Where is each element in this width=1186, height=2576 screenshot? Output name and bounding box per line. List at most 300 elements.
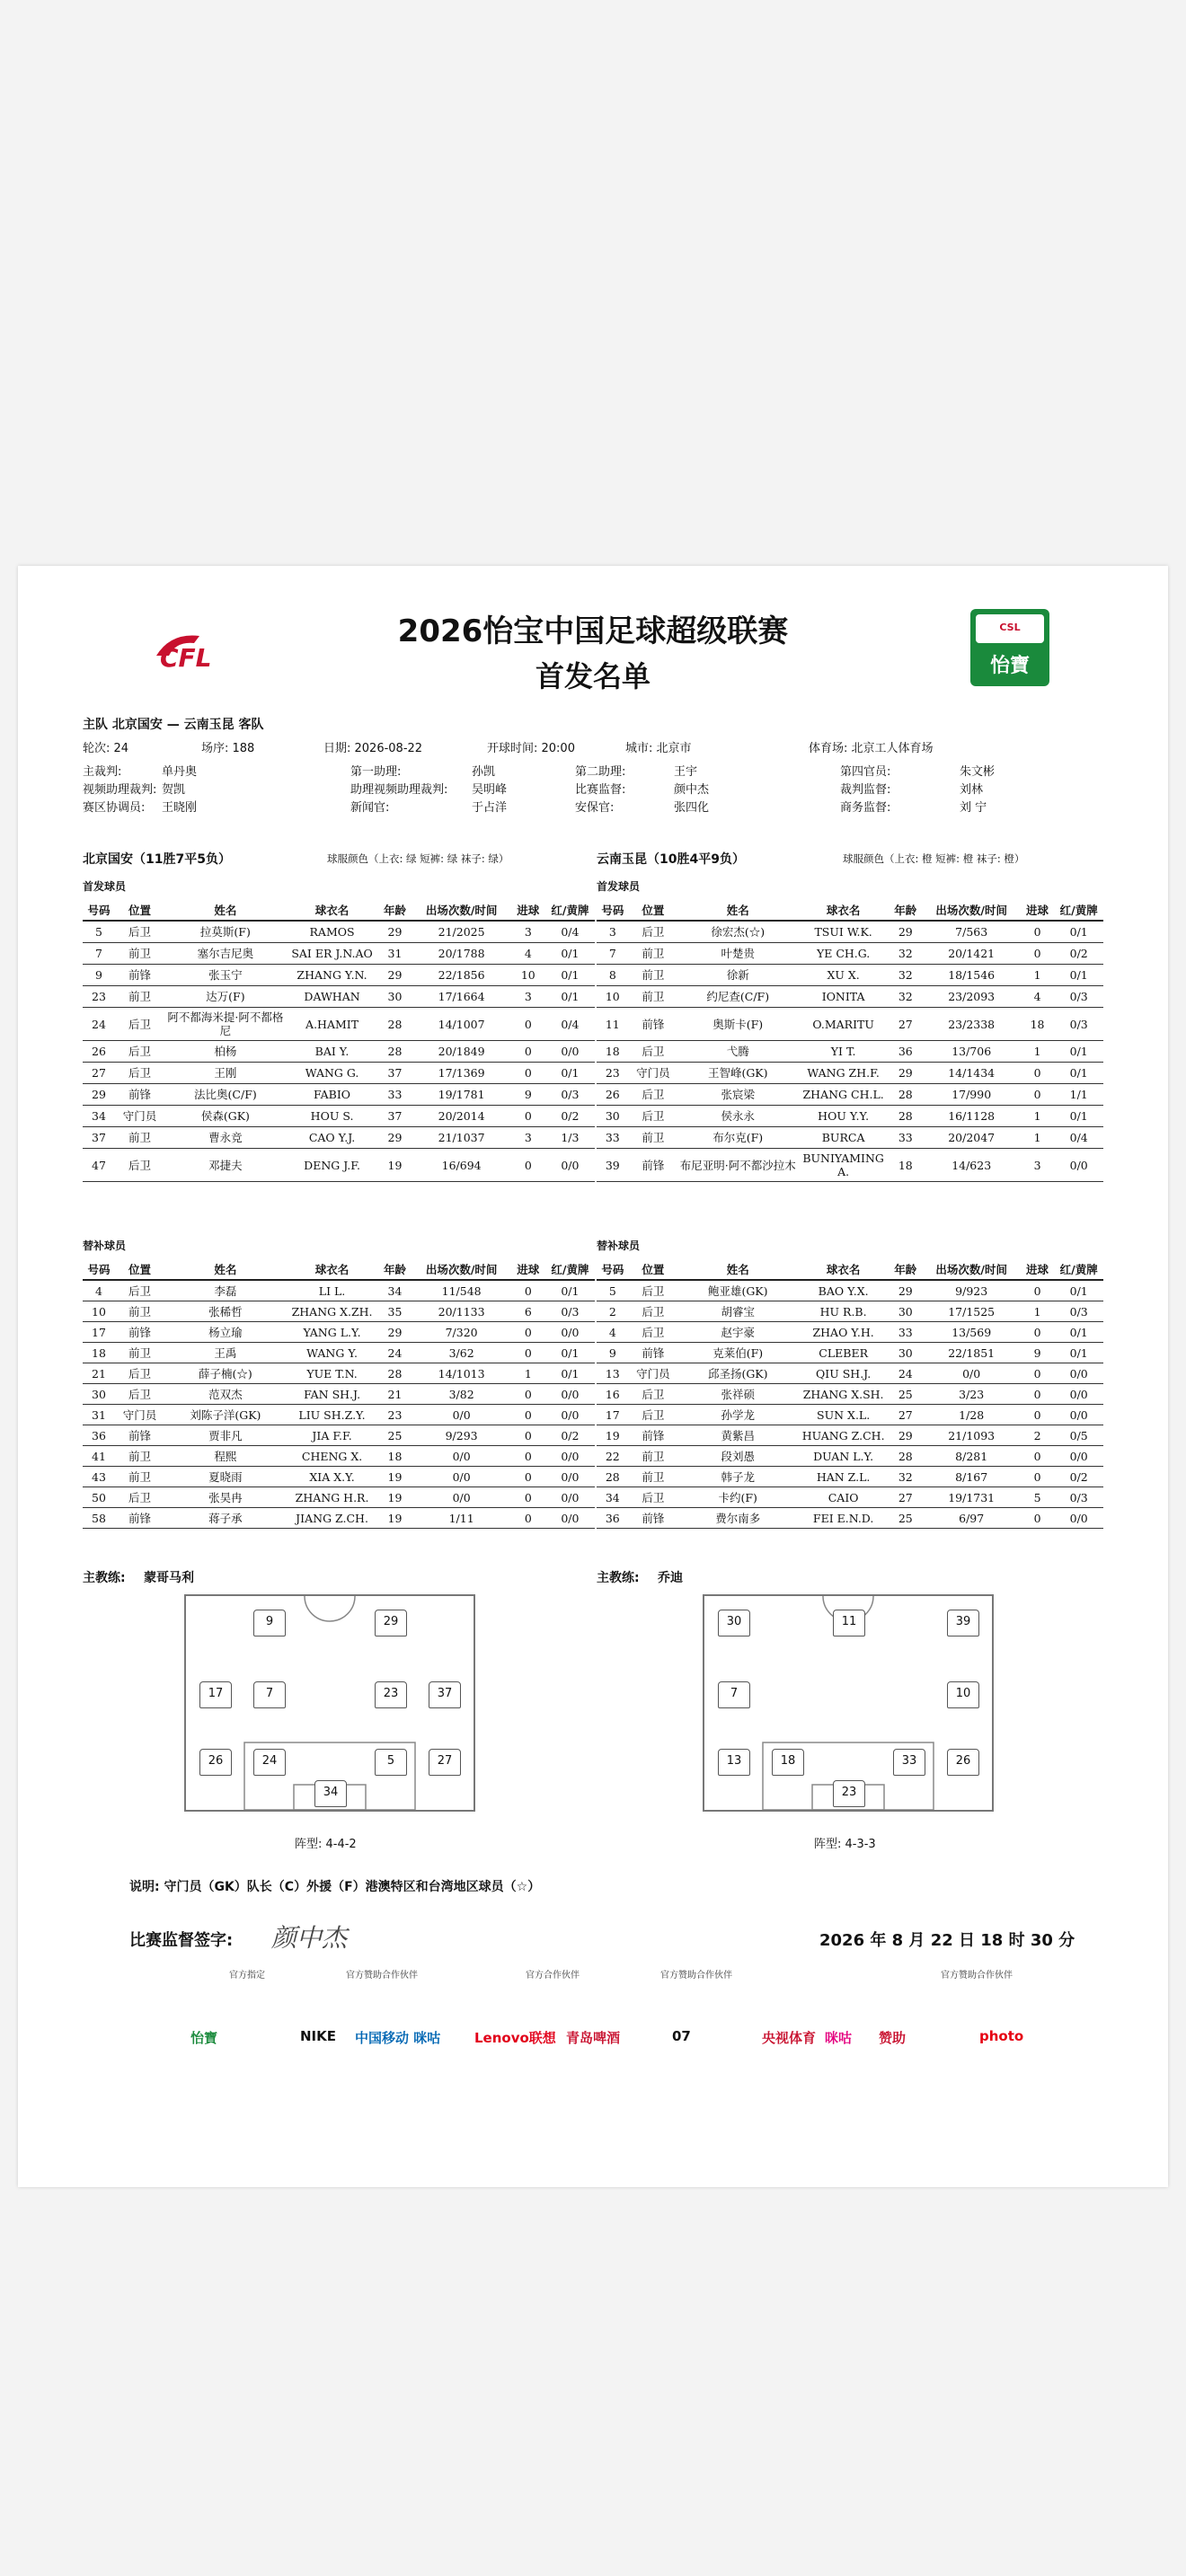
table-cell: 0/1	[545, 1063, 595, 1084]
table-cell: IONITA	[798, 986, 889, 1008]
table-cell: 0/5	[1054, 1425, 1103, 1446]
home-formation-pitch	[184, 1594, 475, 1812]
column-header: 球衣名	[287, 900, 378, 921]
table-cell: 0/3	[1054, 1301, 1103, 1322]
table-cell: 守门员	[115, 1106, 164, 1127]
table-row	[83, 1008, 595, 1041]
table-cell: ZHANG H.R.	[287, 1487, 378, 1508]
table-cell: 31	[377, 943, 412, 965]
table-cell: 孙学龙	[677, 1405, 798, 1425]
match-teams: 主队 北京国安 — 云南玉昆 客队	[83, 718, 264, 732]
sponsor-tag: 官方合作伙伴	[526, 1971, 580, 1981]
column-header: 年龄	[889, 900, 923, 921]
table-row	[597, 1041, 1103, 1063]
table-cell: 布尔克(F)	[677, 1127, 798, 1149]
table-cell: 17/1664	[412, 986, 511, 1008]
column-header: 姓名	[164, 900, 287, 921]
table-cell: 1	[1021, 1041, 1055, 1063]
table-cell: TSUI W.K.	[798, 921, 889, 943]
table-row	[597, 1384, 1103, 1405]
table-cell: WANG ZH.F.	[798, 1063, 889, 1084]
table-cell: 20/1849	[412, 1041, 511, 1063]
table-row	[83, 1063, 595, 1084]
table-cell: BURCA	[798, 1127, 889, 1149]
table-cell: 程熙	[164, 1446, 287, 1467]
home-subs-table	[83, 1259, 595, 1529]
table-row	[597, 1149, 1103, 1182]
table-row	[83, 1280, 595, 1301]
table-cell: 0	[1021, 1446, 1055, 1467]
table-cell: 0	[1021, 1467, 1055, 1487]
table-row	[597, 1127, 1103, 1149]
table-cell: 0/0	[1054, 1508, 1103, 1529]
table-cell: 1	[1021, 965, 1055, 986]
column-header: 球衣名	[798, 1259, 889, 1280]
lineup-sheet	[18, 566, 1168, 2187]
official-name: 王宇	[674, 765, 698, 779]
table-cell: 6/97	[923, 1508, 1021, 1529]
table-cell: 37	[377, 1063, 412, 1084]
table-cell: 0/0	[545, 1487, 595, 1508]
table-cell: 23/2093	[923, 986, 1021, 1008]
table-cell: 31	[83, 1405, 115, 1425]
table-cell: 鲍亚雄(GK)	[677, 1280, 798, 1301]
table-cell: 26	[597, 1084, 629, 1106]
table-cell: 0/0	[545, 1149, 595, 1182]
home-formation-label: 阵型: 4-4-2	[295, 1838, 357, 1851]
table-cell: 张宸梁	[677, 1084, 798, 1106]
table-cell: 17/1369	[412, 1063, 511, 1084]
table-row	[597, 1301, 1103, 1322]
player-shirt-icon: 5	[375, 1749, 407, 1776]
table-row	[597, 943, 1103, 965]
table-cell: 2	[597, 1301, 629, 1322]
table-cell: 后卫	[115, 1363, 164, 1384]
table-cell: 1	[1021, 1127, 1055, 1149]
table-cell: 0/0	[1054, 1405, 1103, 1425]
table-row	[597, 1425, 1103, 1446]
table-cell: 3/62	[412, 1343, 511, 1363]
page-title: 2026怡宝中国足球超级联赛	[397, 613, 789, 649]
table-cell: 前锋	[115, 1508, 164, 1529]
table-cell: 0/0	[412, 1446, 511, 1467]
column-header: 位置	[115, 900, 164, 921]
table-cell: 0/3	[1054, 986, 1103, 1008]
table-cell: LI L.	[287, 1280, 378, 1301]
table-cell: 3/23	[923, 1384, 1021, 1405]
table-cell: 后卫	[629, 1322, 678, 1343]
table-cell: 3	[511, 986, 545, 1008]
table-cell: 9/293	[412, 1425, 511, 1446]
match-venue: 体育场: 北京工人体育场	[809, 742, 934, 755]
table-cell: 张稀哲	[164, 1301, 287, 1322]
table-cell: 20/2047	[923, 1127, 1021, 1149]
table-cell: 0/0	[412, 1467, 511, 1487]
table-cell: HAN Z.L.	[798, 1467, 889, 1487]
table-row	[83, 1343, 595, 1363]
table-row	[83, 1301, 595, 1322]
table-row	[597, 1106, 1103, 1127]
match-kickoff: 开球时间: 20:00	[487, 742, 575, 755]
table-cell: 19	[377, 1149, 412, 1182]
table-cell: CAIO	[798, 1487, 889, 1508]
table-cell: 30	[889, 1343, 923, 1363]
column-header: 姓名	[677, 900, 798, 921]
table-cell: 0	[511, 1343, 545, 1363]
table-cell: 守门员	[115, 1405, 164, 1425]
table-cell: 0/0	[412, 1405, 511, 1425]
table-cell: 克莱伯(F)	[677, 1343, 798, 1363]
official-name: 孙凯	[472, 765, 496, 779]
table-cell: 8/281	[923, 1446, 1021, 1467]
table-cell: 29	[889, 1425, 923, 1446]
sponsor-tag: 官方赞助合作伙伴	[346, 1971, 418, 1981]
table-cell: 0	[511, 1041, 545, 1063]
table-cell: 25	[889, 1384, 923, 1405]
table-cell: 8	[597, 965, 629, 986]
player-shirt-icon: 9	[253, 1610, 286, 1636]
table-cell: 0/3	[1054, 1487, 1103, 1508]
table-cell: 21/1093	[923, 1425, 1021, 1446]
table-cell: 24	[83, 1008, 115, 1041]
table-cell: 前卫	[115, 986, 164, 1008]
table-cell: 胡睿宝	[677, 1301, 798, 1322]
home-coach-label: 主教练:	[83, 1571, 126, 1585]
legend-note: 说明: 守门员（GK）队长（C）外援（F）港澳特区和台湾地区球员（☆）	[129, 1880, 541, 1894]
table-cell: 0/1	[1054, 965, 1103, 986]
table-cell: DUAN L.Y.	[798, 1446, 889, 1467]
table-cell: YE CH.G.	[798, 943, 889, 965]
table-cell: 0	[1021, 943, 1055, 965]
table-cell: 10	[83, 1301, 115, 1322]
table-row	[83, 1106, 595, 1127]
table-cell: 25	[889, 1508, 923, 1529]
table-cell: 0/0	[1054, 1363, 1103, 1384]
table-cell: 黄紫昌	[677, 1425, 798, 1446]
table-cell: 薛子楠(☆)	[164, 1363, 287, 1384]
table-cell: 7	[83, 943, 115, 965]
table-cell: CLEBER	[798, 1343, 889, 1363]
table-cell: 0/3	[545, 1301, 595, 1322]
table-cell: ZHANG CH.L.	[798, 1084, 889, 1106]
table-cell: 4	[597, 1322, 629, 1343]
table-cell: 0/2	[545, 1106, 595, 1127]
official-name: 吴明峰	[472, 783, 508, 797]
table-cell: 夏晓雨	[164, 1467, 287, 1487]
table-cell: 张玉宁	[164, 965, 287, 986]
sponsor-logo: 青岛啤酒	[566, 2030, 621, 2046]
table-cell: 29	[377, 1127, 412, 1149]
table-cell: 0	[511, 1425, 545, 1446]
table-cell: 后卫	[629, 1084, 678, 1106]
table-cell: 29	[889, 921, 923, 943]
table-cell: 13/706	[923, 1041, 1021, 1063]
table-cell: 23/2338	[923, 1008, 1021, 1041]
table-cell: 9	[1021, 1343, 1055, 1363]
table-row	[83, 986, 595, 1008]
table-cell: 拉莫斯(F)	[164, 921, 287, 943]
table-row	[597, 1008, 1103, 1041]
table-row	[83, 1084, 595, 1106]
table-cell: 后卫	[629, 1280, 678, 1301]
table-row	[83, 1446, 595, 1467]
official-name: 颜中杰	[674, 783, 710, 797]
player-shirt-icon: 37	[429, 1681, 461, 1708]
table-cell: 9	[597, 1343, 629, 1363]
table-cell: 7	[597, 943, 629, 965]
table-cell: 侯永永	[677, 1106, 798, 1127]
table-cell: 1/28	[923, 1405, 1021, 1425]
table-cell: 0	[1021, 921, 1055, 943]
table-cell: 34	[83, 1106, 115, 1127]
table-cell: 约尼查(C/F)	[677, 986, 798, 1008]
official-role: 赛区协调员:	[83, 801, 146, 815]
table-cell: 后卫	[115, 1008, 164, 1041]
table-cell: 0/0	[545, 1467, 595, 1487]
match-city: 城市: 北京市	[625, 742, 692, 755]
table-cell: 21	[377, 1384, 412, 1405]
column-header: 号码	[597, 900, 629, 921]
table-cell: 41	[83, 1446, 115, 1467]
table-cell: 28	[377, 1363, 412, 1384]
official-role: 第一助理:	[350, 765, 402, 779]
table-cell: 邓捷夫	[164, 1149, 287, 1182]
table-cell: 16/1128	[923, 1106, 1021, 1127]
away-formation-pitch	[703, 1594, 994, 1812]
player-shirt-icon: 18	[772, 1749, 804, 1776]
table-cell: 布尼亚明·阿不都沙拉木	[677, 1149, 798, 1182]
table-cell: 32	[889, 1467, 923, 1487]
table-cell: 36	[889, 1041, 923, 1063]
player-shirt-icon: 10	[947, 1681, 979, 1708]
table-row	[597, 965, 1103, 986]
sponsor-logo: NIKE	[300, 2028, 337, 2044]
table-cell: 5	[597, 1280, 629, 1301]
table-cell: 0/1	[1054, 1041, 1103, 1063]
player-shirt-icon: 11	[833, 1610, 865, 1636]
table-cell: 33	[597, 1127, 629, 1149]
table-cell: 18	[377, 1446, 412, 1467]
table-cell: 29	[889, 1280, 923, 1301]
table-cell: 23	[597, 1063, 629, 1084]
table-cell: 0/0	[545, 1322, 595, 1343]
sponsor-logo: 07	[672, 2028, 691, 2044]
official-role: 裁判监督:	[840, 783, 891, 797]
table-row	[83, 1487, 595, 1508]
home-starters-label: 首发球员	[83, 880, 127, 893]
table-cell: 30	[597, 1106, 629, 1127]
table-cell: 18	[597, 1041, 629, 1063]
table-cell: 蒋子承	[164, 1508, 287, 1529]
table-cell: 前锋	[629, 1149, 678, 1182]
away-subs-label: 替补球员	[597, 1239, 641, 1252]
table-cell: O.MARITU	[798, 1008, 889, 1041]
table-cell: 17/1525	[923, 1301, 1021, 1322]
table-cell: 0	[1021, 1280, 1055, 1301]
column-header: 进球	[511, 900, 545, 921]
table-cell: 58	[83, 1508, 115, 1529]
table-row	[597, 1322, 1103, 1343]
table-cell: 18	[889, 1149, 923, 1182]
column-header: 位置	[629, 900, 678, 921]
table-row	[597, 1405, 1103, 1425]
column-header: 进球	[511, 1259, 545, 1280]
match-round: 轮次: 24	[83, 742, 129, 755]
table-cell: 19	[377, 1508, 412, 1529]
player-shirt-icon: 26	[199, 1749, 232, 1776]
table-cell: QIU SH.J.	[798, 1363, 889, 1384]
away-subs-table	[597, 1259, 1103, 1529]
table-cell: 前锋	[115, 1322, 164, 1343]
table-cell: 27	[889, 1008, 923, 1041]
column-header: 红/黄牌	[545, 900, 595, 921]
table-cell: 侯森(GK)	[164, 1106, 287, 1127]
table-cell: 36	[597, 1508, 629, 1529]
table-cell: 0	[1021, 1084, 1055, 1106]
table-cell: 21/2025	[412, 921, 511, 943]
table-row	[597, 1508, 1103, 1529]
table-cell: 23	[377, 1405, 412, 1425]
table-cell: 弋腾	[677, 1041, 798, 1063]
column-header: 球衣名	[798, 900, 889, 921]
table-cell: 17	[597, 1405, 629, 1425]
sponsor-logo: 赞助	[879, 2030, 907, 2046]
supervisor-signature: 颜中杰	[271, 1923, 348, 1953]
table-cell: 费尔南多	[677, 1508, 798, 1529]
table-row	[597, 1446, 1103, 1467]
table-cell: 4	[83, 1280, 115, 1301]
table-cell: 17	[83, 1322, 115, 1343]
table-cell: 28	[889, 1106, 923, 1127]
official-name: 贺凯	[162, 783, 186, 797]
table-cell: SUN X.L.	[798, 1405, 889, 1425]
table-cell: BAI Y.	[287, 1041, 378, 1063]
table-cell: 0/0	[545, 1446, 595, 1467]
table-cell: FEI E.N.D.	[798, 1508, 889, 1529]
player-shirt-icon: 23	[833, 1780, 865, 1807]
table-cell: 28	[597, 1467, 629, 1487]
table-cell: 14/623	[923, 1149, 1021, 1182]
table-cell: 后卫	[629, 1405, 678, 1425]
table-cell: CAO Y.J.	[287, 1127, 378, 1149]
player-shirt-icon: 34	[314, 1780, 347, 1807]
table-cell: 1	[511, 1363, 545, 1384]
table-cell: 0	[511, 1508, 545, 1529]
player-shirt-icon: 30	[718, 1610, 750, 1636]
table-cell: 3	[1021, 1149, 1055, 1182]
table-cell: 奥斯卡(F)	[677, 1008, 798, 1041]
table-cell: CHENG X.	[287, 1446, 378, 1467]
table-cell: 0/0	[545, 1405, 595, 1425]
table-cell: 0/0	[923, 1363, 1021, 1384]
official-role: 主裁判:	[83, 765, 122, 779]
player-shirt-icon: 13	[718, 1749, 750, 1776]
table-row	[83, 1467, 595, 1487]
table-cell: 0	[511, 1487, 545, 1508]
table-row	[597, 1084, 1103, 1106]
table-cell: FAN SH.J.	[287, 1384, 378, 1405]
table-cell: 0/0	[545, 1041, 595, 1063]
table-cell: ZHANG Y.N.	[287, 965, 378, 986]
table-cell: 19/1781	[412, 1084, 511, 1106]
table-cell: 后卫	[629, 1041, 678, 1063]
table-cell: 0/1	[1054, 1106, 1103, 1127]
table-cell: 19	[597, 1425, 629, 1446]
table-row	[83, 1508, 595, 1529]
official-name: 刘林	[960, 783, 984, 797]
table-cell: 20/1421	[923, 943, 1021, 965]
table-cell: 7/320	[412, 1322, 511, 1343]
match-date: 日期: 2026-08-22	[323, 742, 423, 755]
table-cell: YI T.	[798, 1041, 889, 1063]
table-cell: 前锋	[115, 965, 164, 986]
table-cell: 0	[511, 1063, 545, 1084]
table-row	[597, 1343, 1103, 1363]
table-cell: 18	[1021, 1008, 1055, 1041]
table-cell: 后卫	[629, 1301, 678, 1322]
column-header: 球衣名	[287, 1259, 378, 1280]
table-cell: 段刘愚	[677, 1446, 798, 1467]
table-cell: 1/1	[1054, 1084, 1103, 1106]
table-cell: 24	[889, 1363, 923, 1384]
official-role: 视频助理裁判:	[83, 783, 157, 797]
table-cell: 34	[377, 1280, 412, 1301]
table-cell: 前卫	[629, 943, 678, 965]
table-cell: 18	[83, 1343, 115, 1363]
table-cell: 0/0	[412, 1487, 511, 1508]
official-role: 比赛监督:	[575, 783, 626, 797]
table-cell: 5	[1021, 1487, 1055, 1508]
column-header: 出场次数/时间	[412, 900, 511, 921]
table-cell: 韩子龙	[677, 1467, 798, 1487]
table-cell: 后卫	[629, 1487, 678, 1508]
away-formation-label: 阵型: 4-3-3	[814, 1838, 876, 1851]
away-coach-label: 主教练:	[597, 1571, 640, 1585]
table-cell: 守门员	[629, 1063, 678, 1084]
official-role: 助理视频助理裁判:	[350, 783, 448, 797]
table-cell: 0/1	[1054, 1063, 1103, 1084]
match-number: 场序: 188	[201, 742, 255, 755]
table-cell: 后卫	[115, 1487, 164, 1508]
table-cell: 0/1	[545, 1363, 595, 1384]
table-cell: XIA X.Y.	[287, 1467, 378, 1487]
table-cell: 0	[511, 1106, 545, 1127]
table-cell: 25	[377, 1425, 412, 1446]
table-cell: 1	[1021, 1301, 1055, 1322]
table-cell: 29	[83, 1084, 115, 1106]
csl-logo-icon: CSL 怡寶	[970, 609, 1049, 686]
table-cell: 0	[1021, 1384, 1055, 1405]
table-cell: 0/1	[545, 1280, 595, 1301]
table-cell: 前卫	[115, 1343, 164, 1363]
table-cell: 27	[889, 1487, 923, 1508]
player-shirt-icon: 24	[253, 1749, 286, 1776]
table-cell: 前卫	[115, 1127, 164, 1149]
home-coach-name: 蒙哥马利	[144, 1571, 194, 1585]
table-cell: 范双杰	[164, 1384, 287, 1405]
table-cell: 24	[377, 1343, 412, 1363]
svg-text:CFL: CFL	[160, 643, 212, 670]
table-cell: 28	[377, 1008, 412, 1041]
sponsor-logo: photo	[979, 2028, 1024, 2044]
table-cell: 22	[597, 1446, 629, 1467]
sign-datetime: 2026 年 8 月 22 日 18 时 30 分	[819, 1931, 1075, 1950]
sponsor-logo: 咪咕	[825, 2030, 853, 2046]
table-cell: 前卫	[115, 1446, 164, 1467]
table-cell: 33	[889, 1322, 923, 1343]
table-cell: 9/923	[923, 1280, 1021, 1301]
table-cell: 0/0	[1054, 1384, 1103, 1405]
